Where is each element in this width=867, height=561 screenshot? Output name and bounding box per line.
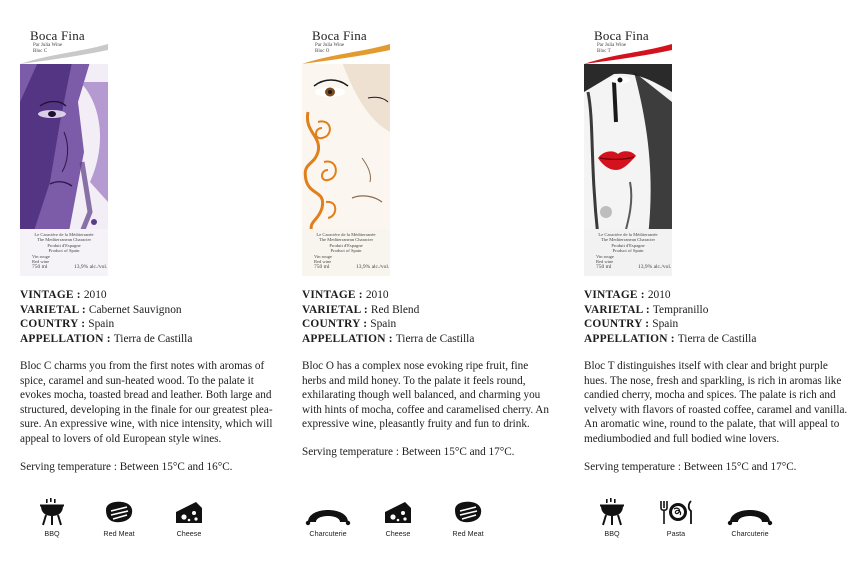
- vintage-row: VINTAGE : 2010: [20, 289, 107, 301]
- varietal-row: VARIETAL : Red Blend: [302, 303, 420, 316]
- pairing-pasta: [648, 498, 704, 538]
- varietal-key: VARIETAL: [20, 303, 79, 316]
- cheese-icon: [383, 498, 413, 526]
- label-abv: 13,9% alc./vol.: [74, 264, 108, 270]
- label-product-en: Product of Spain: [48, 248, 80, 253]
- label-bloc: Bloc O: [315, 49, 330, 54]
- pairing-bbq: [24, 498, 80, 538]
- wine-specs: [584, 288, 756, 346]
- cheese-icon: [174, 498, 204, 526]
- pairing-red-meat: [440, 498, 496, 538]
- pairing-cheese: [161, 498, 217, 538]
- label-abv: 13,9% alc./vol.: [356, 264, 390, 270]
- wine-card-bloc-t: [584, 0, 854, 561]
- pairing-label: Red Meat: [103, 529, 135, 538]
- label-volume: 750 ml: [32, 264, 48, 270]
- label-tagline-fr: Le Caractère de la Méditerranée: [598, 232, 658, 237]
- steak-icon: [452, 498, 484, 526]
- red-lips-face-art: [584, 62, 672, 237]
- label-producer: Par Julia Wine: [315, 43, 345, 48]
- country-row: COUNTRY : Spain: [584, 318, 679, 331]
- wine-description: Bloc T distinguishes itself with clear and bright purple hues. The nose, fresh and sparkling, is rich in aromas like candied cherry, mocha and spices. The palate is rich and velvety with flavors of roasted coffee, caramel and vanilla. An aromatic wine, round to the palate, that will appeal to mediumbodied and full bodied wine lovers.: [584, 360, 848, 445]
- vintage-value: 2010: [365, 289, 389, 301]
- pairing-cheese: [370, 498, 426, 538]
- wine-label: [584, 24, 672, 276]
- label-red-wine: Red wine: [596, 259, 614, 264]
- pairing-label: BBQ: [44, 529, 60, 538]
- wine-specs: [302, 288, 474, 346]
- varietal-key: VARIETAL: [584, 303, 643, 316]
- serving-temperature: Serving temperature : Between 15°C and 17°C.: [302, 446, 515, 458]
- pairing-label: Cheese: [385, 529, 411, 538]
- varietal-value: Cabernet Sauvignon: [88, 303, 182, 316]
- pairing-label: Cheese: [176, 529, 202, 538]
- vintage-row: VINTAGE : 2010: [302, 289, 389, 301]
- label-tagline-en: The Mediterranean Character: [36, 237, 92, 242]
- steak-icon: [103, 498, 135, 526]
- appellation-key: APPELLATION: [584, 332, 668, 345]
- label-brand: Boca Fina: [312, 28, 367, 43]
- label-product-fr: Produit d'Espagne: [47, 243, 81, 248]
- wine-description: Bloc O has a complex nose evoking ripe fruit, fine herbs and mild honey. To the palate it feels round, exhilarating though well balanced, and charming you with hints of mocha, coffee and caramelised cherry. An expressive wine, pleasantly fruity and fun to drink.: [302, 360, 549, 431]
- label-product-fr: Produit d'Espagne: [329, 243, 363, 248]
- serving-temperature: Serving temperature : Between 15°C and 17°C.: [584, 461, 797, 473]
- label-tagline-fr: Le Caractère de la Méditerranée: [34, 232, 94, 237]
- label-volume: 750 ml: [596, 264, 612, 270]
- appellation-row: APPELLATION : Tierra de Castilla: [584, 332, 757, 345]
- pairing-bbq: [584, 498, 640, 538]
- pairing-label: BBQ: [604, 529, 620, 538]
- label-tagline-en: The Mediterranean Character: [318, 237, 374, 242]
- varietal-key: VARIETAL: [302, 303, 361, 316]
- appellation-row: APPELLATION : Tierra de Castilla: [302, 332, 475, 345]
- varietal-value: Red Blend: [370, 303, 420, 316]
- label-volume: 750 ml: [314, 264, 330, 270]
- charcuterie-icon: [726, 498, 774, 526]
- appellation-value: Tierra de Castilla: [113, 332, 193, 345]
- label-red-wine: Red wine: [314, 259, 332, 264]
- appellation-row: APPELLATION : Tierra de Castilla: [20, 332, 193, 345]
- country-value: Spain: [370, 318, 397, 331]
- varietal-row: VARIETAL : Cabernet Sauvignon: [20, 303, 182, 316]
- wine-specs: [20, 288, 192, 346]
- label-product-en: Product of Spain: [330, 248, 362, 253]
- pairing-charcuterie: [300, 498, 356, 538]
- varietal-value: Tempranillo: [652, 303, 709, 316]
- label-vin-rouge: Vin rouge: [32, 254, 50, 259]
- varietal-row: VARIETAL : Tempranillo: [584, 303, 709, 316]
- label-brand: Boca Fina: [30, 28, 85, 43]
- country-value: Spain: [88, 318, 115, 331]
- vintage-key: VINTAGE: [584, 289, 638, 301]
- pairing-charcuterie: [722, 498, 778, 538]
- country-key: COUNTRY: [302, 318, 361, 331]
- country-value: Spain: [652, 318, 679, 331]
- pairing-label: Charcuterie: [309, 529, 347, 538]
- pasta-plate-icon: [657, 498, 695, 526]
- label-abv: 13,9% alc./vol.: [638, 264, 672, 270]
- country-row: COUNTRY : Spain: [20, 318, 115, 331]
- wine-description: Bloc C charms you from the first notes with aromas of spice, caramel and sun-heated wood. To the palate it evokes mocha, toasted bread and leather. Both large and structured, developing in the finale for our greatest plea-sure. An expressive wine, with nice intensity, which will appeal to lovers of old European style wines.: [20, 360, 273, 445]
- wine-card-bloc-c: [20, 0, 290, 561]
- country-key: COUNTRY: [20, 318, 79, 331]
- vintage-key: VINTAGE: [20, 289, 74, 301]
- label-brand: Boca Fina: [594, 28, 649, 43]
- label-tagline-en: The Mediterranean Character: [600, 237, 656, 242]
- bbq-grill-icon: [37, 498, 67, 526]
- label-red-wine: Red wine: [32, 259, 50, 264]
- pairing-red-meat: [91, 498, 147, 538]
- label-vin-rouge: Vin rouge: [314, 254, 332, 259]
- appellation-key: APPELLATION: [20, 332, 104, 345]
- label-product-en: Product of Spain: [612, 248, 644, 253]
- vintage-row: VINTAGE : 2010: [584, 289, 671, 301]
- serving-temperature: Serving temperature : Between 15°C and 16°C.: [20, 461, 233, 473]
- pairing-label: Charcuterie: [731, 529, 769, 538]
- appellation-key: APPELLATION: [302, 332, 386, 345]
- vintage-key: VINTAGE: [302, 289, 356, 301]
- bbq-grill-icon: [597, 498, 627, 526]
- label-vin-rouge: Vin rouge: [596, 254, 614, 259]
- charcuterie-icon: [304, 498, 352, 526]
- wine-label: [20, 24, 108, 276]
- country-key: COUNTRY: [584, 318, 643, 331]
- appellation-value: Tierra de Castilla: [677, 332, 757, 345]
- purple-watercolor-face-art: [20, 62, 108, 237]
- pairing-label: Pasta: [666, 529, 686, 538]
- label-product-fr: Produit d'Espagne: [611, 243, 645, 248]
- pairing-label: Red Meat: [452, 529, 484, 538]
- label-producer: Par Julia Wine: [33, 43, 63, 48]
- label-tagline-fr: Le Caractère de la Méditerranée: [316, 232, 376, 237]
- appellation-value: Tierra de Castilla: [395, 332, 475, 345]
- wine-label: [302, 24, 390, 276]
- orange-swirl-face-art: [302, 62, 390, 237]
- wine-card-bloc-o: [302, 0, 572, 561]
- country-row: COUNTRY : Spain: [302, 318, 397, 331]
- vintage-value: 2010: [647, 289, 671, 301]
- vintage-value: 2010: [83, 289, 107, 301]
- label-producer: Par Julia Wine: [597, 43, 627, 48]
- label-bloc: Bloc T: [597, 49, 611, 54]
- label-bloc: Bloc C: [33, 49, 48, 54]
